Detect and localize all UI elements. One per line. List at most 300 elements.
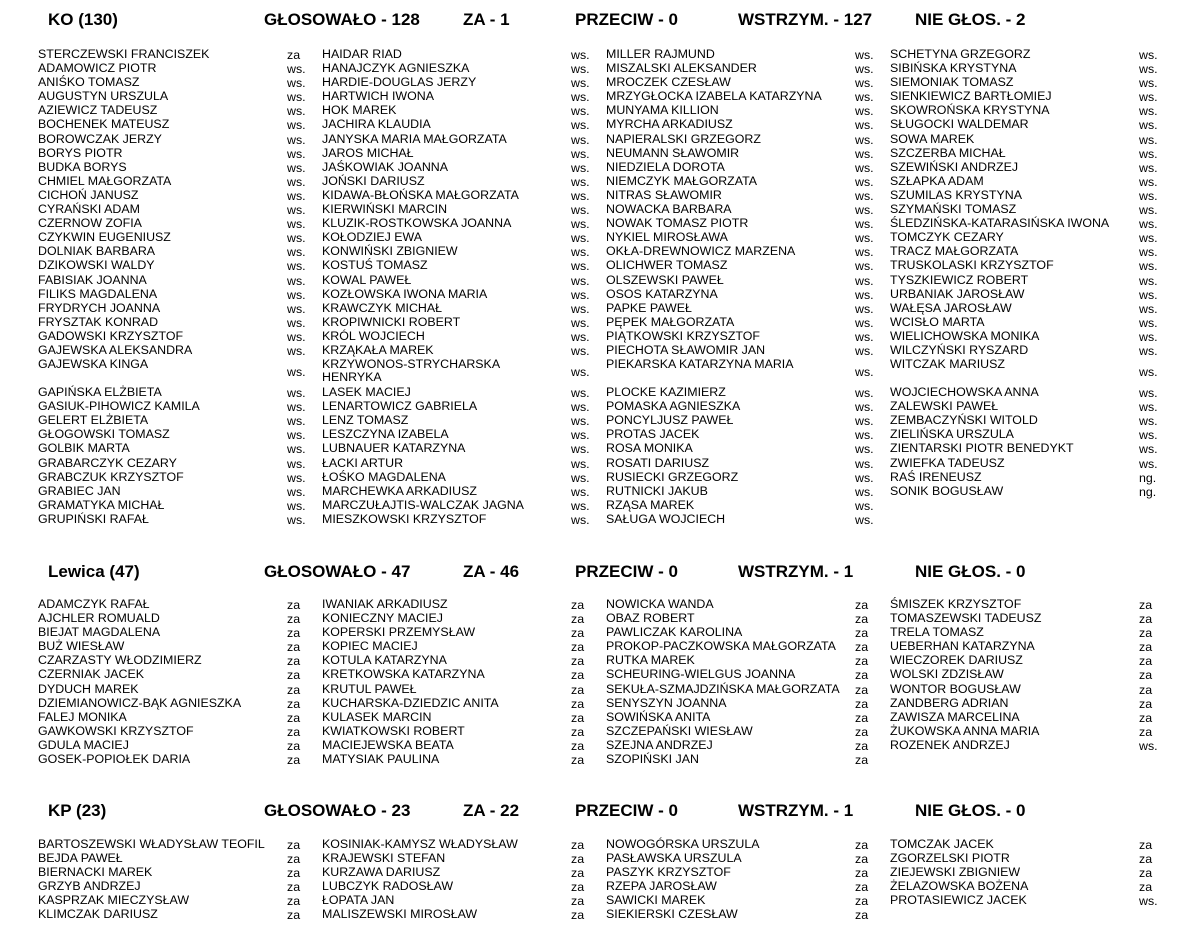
member-vote: za	[1139, 626, 1153, 641]
member-name: WONTOR BOGUSŁAW	[890, 681, 1021, 696]
member-vote: ws.	[855, 400, 874, 415]
member-name: LASEK MACIEJ	[322, 385, 411, 400]
member-name: ZEMBACZYŃSKI WITOLD	[890, 413, 1038, 428]
member-vote: za	[287, 724, 301, 739]
member-vote: za	[855, 654, 869, 669]
member-vote: za	[571, 612, 585, 627]
member-name: MALISZEWSKI MIROSŁAW	[322, 907, 478, 922]
member-name: SONIK BOGUSŁAW	[890, 483, 1004, 498]
member-row	[322, 104, 606, 118]
member-row	[606, 668, 890, 682]
member-row	[606, 612, 890, 626]
member-vote: za	[287, 598, 301, 612]
member-vote: za	[571, 838, 585, 852]
member-name: SCHETYNA GRZEGORZ	[890, 47, 1031, 61]
member-vote: ws.	[287, 188, 306, 203]
member-vote: ws.	[855, 456, 874, 471]
member-row	[606, 104, 890, 118]
member-name: WAŁĘSA JAROSŁAW	[890, 300, 1012, 315]
member-name: GRAMATYKA MICHAŁ	[38, 497, 165, 512]
member-name: AUGUSTYN URSZULA	[38, 89, 169, 104]
member-row	[606, 739, 890, 753]
member-row	[890, 48, 1174, 62]
member-row	[322, 880, 606, 894]
member-name: KIDAWA-BŁOŃSKA MAŁGORZATA	[322, 187, 519, 202]
member-row	[890, 640, 1174, 654]
member-row	[38, 697, 322, 711]
member-vote: ws.	[571, 414, 590, 429]
member-row	[606, 175, 890, 189]
member-name: AJCHLER ROMUALD	[38, 611, 160, 626]
member-vote: ws.	[1139, 365, 1158, 380]
member-vote: ws.	[571, 287, 590, 302]
member-vote: ws.	[287, 273, 306, 288]
member-vote: ws.	[287, 456, 306, 471]
member-vote: za	[287, 626, 301, 641]
member-vote: ws.	[571, 315, 590, 330]
member-name: SZCZERBA MICHAŁ	[890, 145, 1006, 160]
member-name: DOLNIAK BARBARA	[38, 244, 156, 259]
member-row	[606, 654, 890, 668]
member-vote: ws.	[287, 442, 306, 457]
member-row	[890, 471, 1174, 485]
member-row	[322, 442, 606, 456]
member-vote: ws.	[855, 48, 874, 62]
member-row	[890, 302, 1174, 316]
member-vote: ws.	[571, 245, 590, 260]
member-row	[606, 908, 890, 922]
member-name: SIEMONIAK TOMASZ	[890, 75, 1014, 90]
member-row	[38, 485, 322, 499]
member-vote: ws.	[1139, 287, 1158, 302]
member-name: ROSA MONIKA	[606, 441, 693, 456]
member-row	[606, 894, 890, 908]
member-name: TRACZ MAŁGORZATA	[890, 244, 1019, 259]
member-vote: za	[1139, 654, 1153, 669]
party-name: KO (130)	[48, 10, 118, 29]
member-vote: ws.	[1139, 442, 1158, 457]
member-row	[606, 414, 890, 428]
member-row	[322, 852, 606, 866]
member-row	[606, 513, 890, 527]
member-row	[322, 513, 606, 527]
member-row	[890, 245, 1174, 259]
nieglos-count: NIE GŁOS. - 2	[915, 10, 1026, 29]
member-name: ŻELAZOWSKA BOŻENA	[890, 879, 1029, 894]
member-vote: ws.	[287, 245, 306, 260]
member-row	[606, 161, 890, 175]
member-vote: za	[571, 710, 585, 725]
member-name: PASŁAWSKA URSZULA	[606, 851, 742, 866]
member-vote: za	[287, 738, 301, 753]
member-vote: ws.	[571, 146, 590, 161]
member-vote: ws.	[571, 160, 590, 175]
member-vote: ws.	[1139, 160, 1158, 175]
member-vote: za	[287, 710, 301, 725]
member-name: SZCZEPAŃSKI WIESŁAW	[606, 723, 753, 738]
section-header-ko	[0, 10, 1200, 34]
member-name: PAWLICZAK KAROLINA	[606, 625, 743, 640]
member-vote: ws.	[1139, 400, 1158, 415]
member-vote: za	[855, 640, 869, 655]
member-row	[890, 697, 1174, 711]
member-vote: ws.	[1139, 329, 1158, 344]
member-vote: ws.	[571, 217, 590, 232]
member-name: OLICHWER TOMASZ	[606, 258, 728, 273]
member-row	[322, 133, 606, 147]
voted-count: GŁOSOWAŁO - 47	[264, 562, 411, 581]
member-vote: ws.	[287, 315, 306, 330]
member-name: JAŚKOWIAK JOANNA	[322, 159, 448, 174]
member-vote: ws.	[287, 104, 306, 119]
member-name: ŁOPATA JAN	[322, 893, 395, 908]
member-name: HARTWICH IWONA	[322, 89, 434, 104]
member-name: DZIEMIANOWICZ-BĄK AGNIESZKA	[38, 695, 242, 710]
member-vote: ws.	[855, 484, 874, 499]
member-row	[322, 161, 606, 175]
member-row	[322, 76, 606, 90]
member-row	[606, 147, 890, 161]
member-name: ZWIEFKA TADEUSZ	[890, 455, 1005, 470]
member-vote: ws.	[1139, 456, 1158, 471]
member-vote: ws.	[855, 273, 874, 288]
member-row	[322, 62, 606, 76]
member-vote: za	[571, 894, 585, 909]
member-name: BARTOSZEWSKI WŁADYSŁAW TEOFIL	[38, 837, 265, 851]
member-vote: za	[287, 894, 301, 909]
za-count: ZA - 22	[463, 801, 520, 820]
member-row	[606, 598, 890, 612]
member-row	[890, 189, 1174, 203]
member-row	[322, 316, 606, 330]
member-row	[38, 400, 322, 414]
wstrzym-count: WSTRZYM. - 1	[738, 801, 854, 820]
member-row	[38, 908, 322, 922]
member-name: KONIECZNY MACIEJ	[322, 611, 443, 626]
member-vote: za	[571, 682, 585, 697]
member-row	[606, 471, 890, 485]
member-name: SZOPIŃSKI JAN	[606, 752, 699, 767]
member-name: WITCZAK MARIUSZ	[890, 357, 1005, 372]
member-name: ZIEJEWSKI ZBIGNIEW	[890, 865, 1021, 880]
member-row	[890, 217, 1174, 231]
member-row	[606, 725, 890, 739]
voted-count: GŁOSOWAŁO - 128	[264, 10, 420, 29]
member-name: WIECZOREK DARIUSZ	[890, 653, 1023, 668]
member-name: KROPIWNICKI ROBERT	[322, 314, 461, 329]
member-name: PROTASIEWICZ JACEK	[890, 893, 1027, 908]
member-row	[606, 90, 890, 104]
member-vote: ws.	[571, 259, 590, 274]
member-name: SZUMILAS KRYSTYNA	[890, 187, 1022, 202]
member-row	[322, 147, 606, 161]
member-row	[606, 288, 890, 302]
member-vote: ws.	[1139, 48, 1158, 62]
member-vote: ws.	[287, 217, 306, 232]
member-row	[38, 428, 322, 442]
member-name: FRYSZTAK KONRAD	[38, 314, 159, 329]
member-row	[38, 161, 322, 175]
member-vote: za	[571, 866, 585, 881]
member-vote: za	[287, 838, 301, 852]
member-row	[606, 133, 890, 147]
member-name: WOJCIECHOWSKA ANNA	[890, 385, 1039, 400]
member-row	[38, 302, 322, 316]
member-row	[890, 175, 1174, 189]
member-vote: ws.	[571, 48, 590, 62]
member-row	[606, 245, 890, 259]
member-name: PROTAS JACEK	[606, 427, 700, 442]
member-name: ZGORZELSKI PIOTR	[890, 851, 1010, 866]
member-name: KRAWCZYK MICHAŁ	[322, 300, 443, 315]
member-vote: ws.	[1139, 259, 1158, 274]
member-vote: za	[855, 908, 869, 923]
member-vote: ws.	[855, 160, 874, 175]
member-vote: ws.	[287, 484, 306, 499]
member-name: RZEPA JAROSŁAW	[606, 879, 717, 894]
member-vote: ws.	[1139, 104, 1158, 119]
member-vote: ws.	[571, 456, 590, 471]
member-grid-ko	[0, 48, 1200, 527]
member-vote: ws.	[571, 498, 590, 513]
member-vote: ws.	[571, 343, 590, 358]
member-name: ŚMISZEK KRZYSZTOF	[890, 597, 1022, 611]
member-row	[38, 654, 322, 668]
member-row	[606, 711, 890, 725]
member-name: NOWICKA WANDA	[606, 597, 714, 611]
member-vote: za	[855, 626, 869, 641]
member-name: PROKOP-PACZKOWSKA MAŁGORZATA	[606, 639, 836, 654]
member-vote: za	[571, 753, 585, 768]
member-name: PĘPEK MAŁGORZATA	[606, 314, 735, 329]
member-name: DZIKOWSKI WALDY	[38, 258, 155, 273]
member-row	[38, 344, 322, 358]
member-vote: ws.	[1139, 174, 1158, 189]
member-row	[322, 175, 606, 189]
member-row	[38, 414, 322, 428]
member-vote: za	[287, 640, 301, 655]
member-name: SZŁAPKA ADAM	[890, 173, 984, 188]
member-row	[322, 344, 606, 358]
member-name: LUBCZYK RADOSŁAW	[322, 879, 454, 894]
member-vote: ws.	[855, 512, 874, 527]
member-row	[38, 513, 322, 527]
member-vote: ws.	[287, 512, 306, 527]
member-vote: ws.	[855, 414, 874, 429]
member-vote: za	[1139, 724, 1153, 739]
member-vote: ws.	[855, 174, 874, 189]
member-row	[322, 400, 606, 414]
member-row	[606, 485, 890, 499]
member-name: WOLSKI ZDZISŁAW	[890, 667, 1004, 682]
za-count: ZA - 46	[463, 562, 520, 581]
member-row	[322, 358, 606, 386]
empty-row	[890, 513, 1174, 527]
member-vote: za	[855, 696, 869, 711]
member-vote: ws.	[287, 90, 306, 105]
member-row	[38, 499, 322, 513]
member-row	[38, 739, 322, 753]
member-name: TRUSKOLASKI KRZYSZTOF	[890, 258, 1054, 273]
member-vote: ws.	[571, 386, 590, 401]
section-header-kp	[0, 801, 1200, 825]
member-name: ZANDBERG ADRIAN	[890, 695, 1009, 710]
member-name: BUŻ WIESŁAW	[38, 639, 125, 654]
member-name: ZIENTARSKI PIOTR BENEDYKT	[890, 441, 1074, 456]
member-vote: za	[855, 880, 869, 895]
member-row	[890, 428, 1174, 442]
member-row	[890, 358, 1174, 386]
member-vote: ws.	[1139, 203, 1158, 218]
member-vote: ws.	[287, 329, 306, 344]
member-name: MUNYAMA KILLION	[606, 103, 719, 118]
member-row	[38, 358, 322, 386]
wstrzym-count: WSTRZYM. - 127	[738, 10, 873, 29]
member-row	[890, 231, 1174, 245]
member-name: IWANIAK ARKADIUSZ	[322, 597, 448, 611]
member-row	[38, 231, 322, 245]
member-row	[322, 414, 606, 428]
member-vote: ws.	[1139, 273, 1158, 288]
member-vote: ws.	[571, 329, 590, 344]
member-row	[890, 894, 1174, 908]
member-name: KRZĄKAŁA MAREK	[322, 342, 434, 357]
member-name: NOWOGÓRSKA URSZULA	[606, 837, 760, 851]
member-row	[38, 753, 322, 767]
member-vote: za	[571, 654, 585, 669]
member-name: KOPIEC MACIEJ	[322, 639, 418, 654]
member-row	[606, 316, 890, 330]
przeciw-count: PRZECIW - 0	[575, 801, 678, 820]
member-name: RUTNICKI JAKUB	[606, 483, 708, 498]
member-vote: za	[287, 866, 301, 881]
member-row	[38, 640, 322, 654]
member-row	[322, 626, 606, 640]
member-name: MYRCHA ARKADIUSZ	[606, 117, 733, 132]
member-row	[38, 457, 322, 471]
member-vote: ws.	[571, 203, 590, 218]
member-vote: za	[855, 753, 869, 768]
member-row	[38, 48, 322, 62]
member-vote: za	[571, 880, 585, 895]
member-vote: ws.	[855, 470, 874, 485]
member-name: NEUMANN SŁAWOMIR	[606, 145, 740, 160]
party-name: Lewica (47)	[48, 562, 140, 581]
member-vote: ws.	[571, 512, 590, 527]
member-vote: za	[1139, 852, 1153, 867]
member-vote: ws.	[1139, 231, 1158, 246]
member-row	[38, 175, 322, 189]
member-name: CZYKWIN EUGENIUSZ	[38, 230, 171, 245]
member-name: KULASEK MARCIN	[322, 709, 432, 724]
member-vote: za	[1139, 880, 1153, 895]
member-name: OLSZEWSKI PAWEŁ	[606, 272, 724, 287]
member-vote: ws.	[571, 365, 590, 380]
member-name: CICHOŃ JANUSZ	[38, 187, 139, 202]
member-vote: ws.	[855, 203, 874, 218]
member-row	[606, 866, 890, 880]
member-vote: ws.	[855, 315, 874, 330]
member-vote: za	[287, 880, 301, 895]
member-name: HAIDAR RIAD	[322, 47, 402, 61]
member-name: PIECHOTA SŁAWOMIR JAN	[606, 342, 766, 357]
member-vote: ws.	[855, 301, 874, 316]
member-row	[322, 457, 606, 471]
member-vote: ws.	[855, 498, 874, 513]
member-row	[606, 683, 890, 697]
member-vote: ws.	[571, 188, 590, 203]
member-vote: ws.	[855, 329, 874, 344]
member-row	[38, 880, 322, 894]
member-name: GELERT ELŻBIETA	[38, 413, 149, 428]
member-vote: ws.	[855, 146, 874, 161]
member-vote: za	[1139, 668, 1153, 683]
member-row	[890, 274, 1174, 288]
member-row	[38, 626, 322, 640]
member-vote: ws.	[1139, 118, 1158, 133]
member-name: SEKUŁA-SZMAJDZIŃSKA MAŁGORZATA	[606, 681, 840, 696]
member-name: FRYDRYCH JOANNA	[38, 300, 161, 315]
member-vote: ws.	[287, 231, 306, 246]
member-row	[322, 598, 606, 612]
member-vote: ws.	[287, 386, 306, 401]
member-vote: za	[287, 696, 301, 711]
member-row	[606, 48, 890, 62]
member-vote: za	[855, 612, 869, 627]
member-name: KLUZIK-ROSTKOWSKA JOANNA	[322, 216, 512, 231]
member-name: KRZYWONOS-STRYCHARSKA HENRYKA	[322, 357, 500, 384]
member-row	[38, 725, 322, 739]
member-row	[322, 386, 606, 400]
member-row	[606, 76, 890, 90]
member-vote: ws.	[1139, 738, 1158, 753]
przeciw-count: PRZECIW - 0	[575, 562, 678, 581]
member-name: SCHEURING-WIELGUS JOANNA	[606, 667, 796, 682]
member-name: KRUTUL PAWEŁ	[322, 681, 417, 696]
member-vote: ws.	[571, 273, 590, 288]
member-row	[606, 118, 890, 132]
member-row	[606, 203, 890, 217]
member-vote: za	[287, 654, 301, 669]
member-row	[322, 668, 606, 682]
member-name: WILCZYŃSKI RYSZARD	[890, 342, 1029, 357]
member-name: MARCHEWKA ARKADIUSZ	[322, 483, 477, 498]
member-row	[322, 654, 606, 668]
member-grid-kp	[0, 838, 1200, 923]
member-row	[890, 739, 1174, 753]
member-name: ZALEWSKI PAWEŁ	[890, 399, 999, 414]
member-name: SOWIŃSKA ANITA	[606, 709, 711, 724]
member-name: BOROWCZAK JERZY	[38, 131, 162, 146]
member-row	[606, 753, 890, 767]
member-vote: ws.	[571, 104, 590, 119]
member-row	[890, 288, 1174, 302]
member-vote: ws.	[287, 174, 306, 189]
member-name: GRABCZUK KRZYSZTOF	[38, 469, 184, 484]
member-name: RAŚ IRENEUSZ	[890, 469, 982, 484]
member-name: BIERNACKI MAREK	[38, 865, 153, 880]
member-row	[890, 838, 1174, 852]
member-row	[322, 48, 606, 62]
member-name: WCISŁO MARTA	[890, 314, 985, 329]
member-vote: ws.	[287, 160, 306, 175]
member-name: KOSINIAK-KAMYSZ WŁADYSŁAW	[322, 837, 518, 851]
member-vote: ws.	[287, 132, 306, 147]
member-name: FABISIAK JOANNA	[38, 272, 147, 287]
member-row	[38, 683, 322, 697]
member-name: SAWICKI MAREK	[606, 893, 706, 908]
member-vote: za	[571, 908, 585, 923]
